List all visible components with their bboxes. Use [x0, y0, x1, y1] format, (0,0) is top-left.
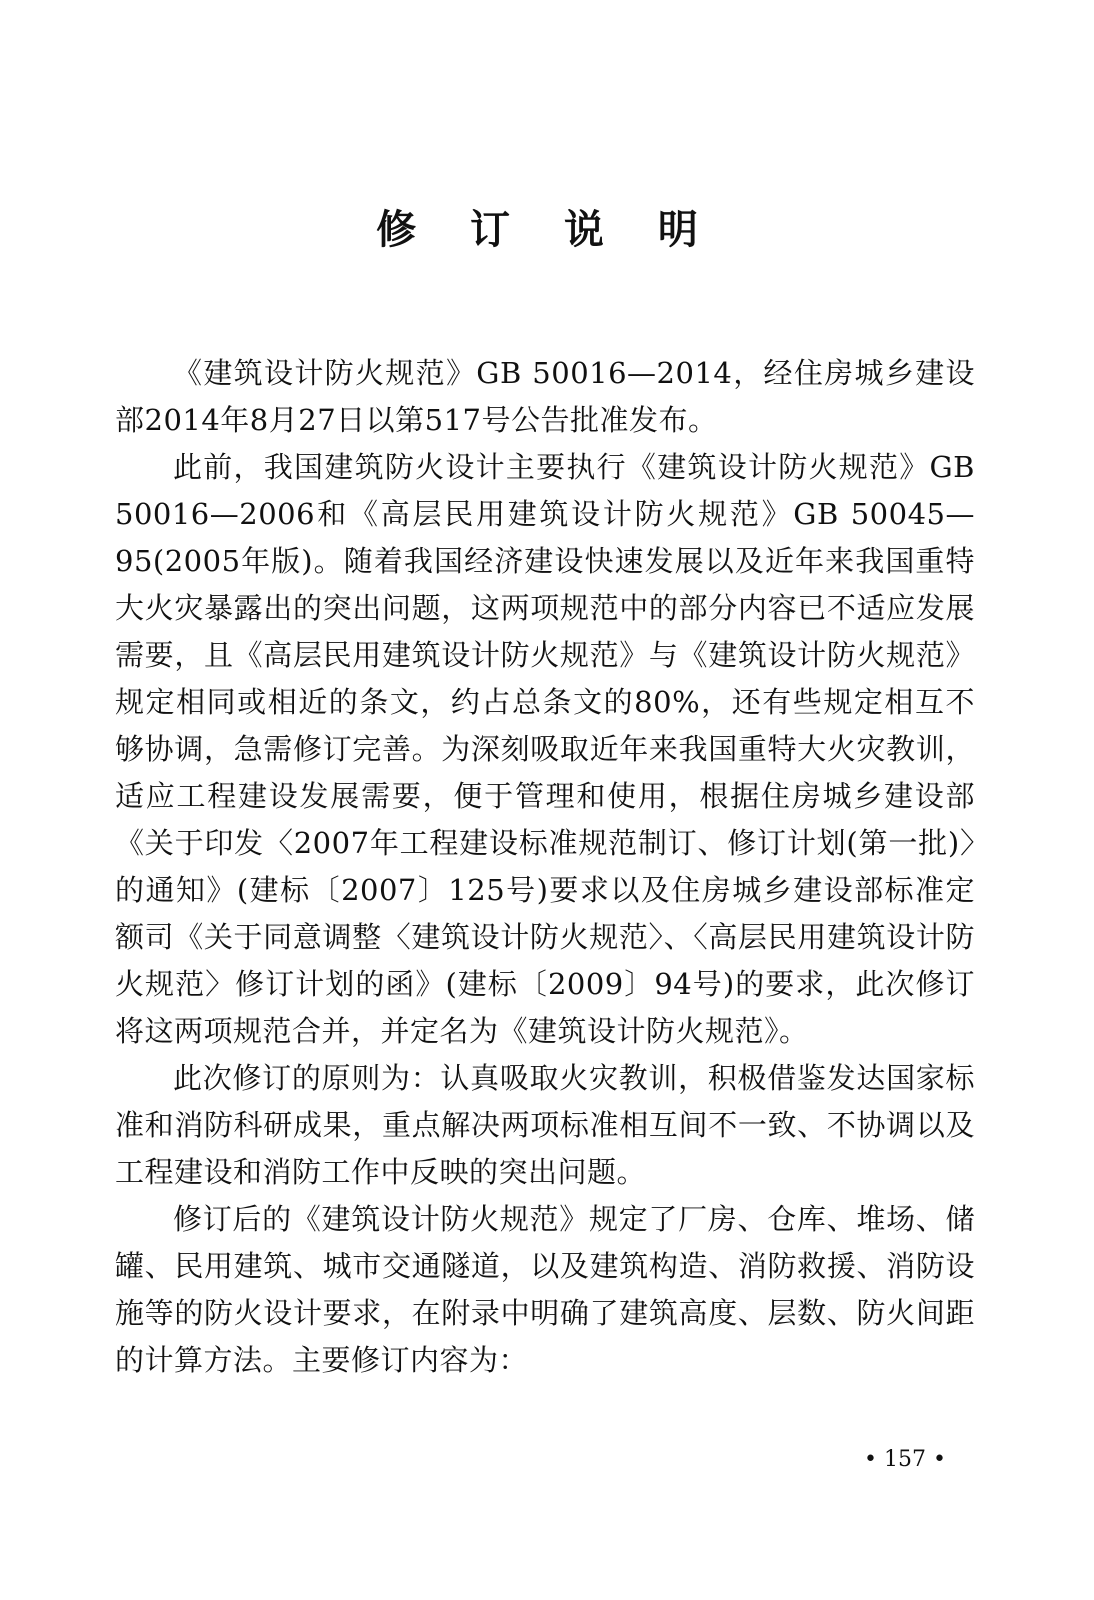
paragraph-3: 此次修订的原则为：认真吸取火灾教训，积极借鉴发达国家标准和消防科研成果，重点解决两项标准相互间不一致、不协调以及工程建设和消防工作中反映的突出问题。: [115, 1061, 975, 1189]
paragraph-2: 此前，我国建筑防火设计主要执行《建筑设计防火规范》GB 50016—2006和《高层民用建筑设计防火规范》GB 50045—95(2005年版)。随着我国经济建设快速发展以及近年来我国重特大火灾暴露出的突出问题，这两项规范中的部分内容已不适应发展需要，且《高层民用建筑设计防火规范》与《建筑设计防火规范》规定相同或相近的条文，约占总条文的80%，还有些规定相互不够协调，急需修订完善。为深刻吸取近年来我国重特大火灾教训，适应工程建设发展需要，便于管理和使用，根据住房城乡建设部《关于印发〈2007年工程建设标准规范制订、修订计划(第一批)〉的通知》(建标〔2007〕125号)要求以及住房城乡建设部标准定额司《关于同意调整〈建筑设计防火规范〉、〈高层民用建筑设计防火规范〉修订计划的函》(建标〔2009〕94号)的要求，此次修订将这两项规范合并，并定名为《建筑设计防火规范》。: [115, 450, 975, 1048]
paragraph-4: 修订后的《建筑设计防火规范》规定了厂房、仓库、堆场、储罐、民用建筑、城市交通隧道，以及建筑构造、消防救援、消防设施等的防火设计要求，在附录中明确了建筑高度、层数、防火间距的计算方法。主要修订内容为：: [115, 1202, 975, 1377]
body-text: [115, 350, 975, 1384]
page-number: • 157 •: [864, 1447, 946, 1472]
page-title: 修 订 说 明: [376, 207, 718, 253]
paragraph-1: 《建筑设计防火规范》GB 50016—2014，经住房城乡建设部2014年8月27日以第517号公告批准发布。: [115, 356, 975, 437]
